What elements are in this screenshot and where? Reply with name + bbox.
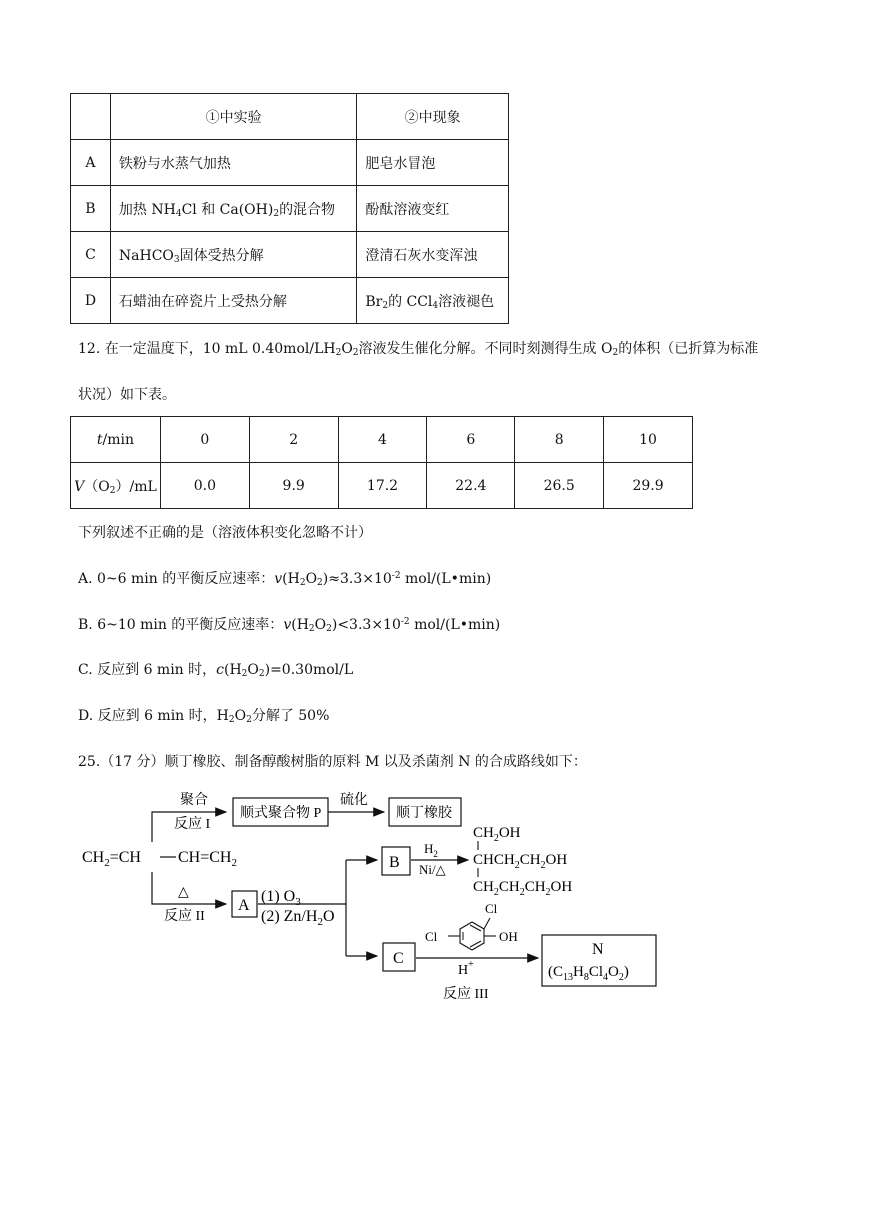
synthesis-route-diagram xyxy=(0,780,869,1020)
text: (H xyxy=(291,617,309,633)
subscript: 2 xyxy=(109,485,116,496)
option-b xyxy=(78,614,500,634)
phenomenon-cell: 澄清石灰水变浑浊 xyxy=(357,232,509,278)
phenomenon-cell: 酚酞溶液变红 xyxy=(357,186,509,232)
label-heat: △ xyxy=(178,885,189,900)
a-label: A xyxy=(238,897,250,914)
q12-prompt: 下列叙述不正确的是（溶液体积变化忽略不计） xyxy=(78,525,372,541)
acid-catalyst: H+ xyxy=(458,959,474,978)
text: O xyxy=(314,617,327,633)
text: 的体积（已折算为标准 xyxy=(618,341,759,357)
subscript: 2 xyxy=(308,624,315,634)
phenomenon-cell xyxy=(357,278,509,324)
subscript: 4 xyxy=(175,208,182,219)
table-row xyxy=(71,186,509,232)
superscript: -2 xyxy=(400,617,410,627)
c-label: C xyxy=(393,950,404,967)
m-bottom-chain: $CH_2CH_2CH_2OH$ xyxy=(473,879,573,898)
time-cell: 2 xyxy=(249,417,338,463)
experiment-cell xyxy=(110,232,356,278)
polymer-p-label: 顺式聚合物 P xyxy=(240,806,322,821)
text: A. 0~6 min 的平衡反应速率： xyxy=(78,571,275,587)
table-row xyxy=(71,232,509,278)
text: 分解了 50% xyxy=(251,708,330,724)
h2-reagent: $H_2$ xyxy=(424,841,438,859)
text: 固体受热分解 xyxy=(179,247,264,264)
text: B. 6~10 min 的平衡反应速率： xyxy=(78,617,284,633)
text: ）/mL xyxy=(115,478,157,495)
bond-to-cl xyxy=(484,918,490,929)
text: )<3.3×10 xyxy=(331,617,401,633)
text: O xyxy=(341,341,353,357)
label-reaction-3: 反应 III xyxy=(443,987,489,1002)
row-label xyxy=(71,417,161,463)
subscript: 2 xyxy=(273,208,280,219)
text: Cl 和 Ca(OH) xyxy=(181,201,274,218)
subscript: 2 xyxy=(335,348,342,358)
time-row xyxy=(71,417,693,463)
table-header-row xyxy=(71,94,509,140)
ni-catalyst: Ni/△ xyxy=(419,862,446,877)
text: mol/(L•min) xyxy=(409,617,501,633)
text: 溶液褪色 xyxy=(438,293,495,310)
subscript: 2 xyxy=(228,715,235,725)
volume-cell: 9.9 xyxy=(249,463,338,509)
subscript: 2 xyxy=(317,578,323,588)
subscript: 4 xyxy=(432,300,439,311)
table-row xyxy=(71,278,509,324)
rubber-label: 顺丁橡胶 xyxy=(396,806,452,821)
time-cell: 10 xyxy=(604,417,693,463)
m-top-group: $CH_2OH$ xyxy=(473,825,521,844)
volume-table xyxy=(70,416,693,509)
row-label: D xyxy=(71,278,111,324)
row-label: C xyxy=(71,232,111,278)
phenomenon-cell: 肥皂水冒泡 xyxy=(357,140,509,186)
text: c xyxy=(216,662,224,678)
subscript: 2 xyxy=(299,578,306,588)
text: )≈3.3×10 xyxy=(322,571,392,587)
text: )=0.30mol/L xyxy=(264,662,354,678)
superscript: -2 xyxy=(391,571,401,581)
text: (H xyxy=(223,662,242,678)
text: /min xyxy=(102,431,135,448)
text: Br xyxy=(365,293,383,310)
n-formula: $(C_{13}H_8Cl_4O_2)$ xyxy=(548,964,629,983)
subscript: 2 xyxy=(241,669,248,679)
label-juhe: 聚合 xyxy=(180,793,208,808)
b-label: B xyxy=(389,854,400,871)
text: O xyxy=(247,662,259,678)
cl-top: Cl xyxy=(485,901,498,916)
text: v xyxy=(274,571,283,587)
subscript: 2 xyxy=(352,348,359,358)
header-cell xyxy=(71,94,111,140)
option-d xyxy=(78,705,329,725)
volume-cell: 17.2 xyxy=(338,463,427,509)
arrow-to-a xyxy=(152,872,226,904)
time-cell: 0 xyxy=(160,417,249,463)
butadiene-formula: $CH_2=CH$ xyxy=(82,849,141,869)
option-a xyxy=(78,568,491,588)
subscript: 2 xyxy=(246,715,252,725)
text: 12. 在一定温度下，10 mL 0.40mol/LH xyxy=(78,341,336,357)
q12-line2: 状况）如下表。 xyxy=(78,387,176,403)
subscript: 3 xyxy=(173,254,180,265)
oh-group: OH xyxy=(499,929,518,944)
option-c xyxy=(78,659,353,679)
ozonolysis-step-1: (1) $O_3$ xyxy=(261,888,301,908)
volume-cell: 29.9 xyxy=(604,463,693,509)
row-label: B xyxy=(71,186,111,232)
subscript: 2 xyxy=(612,348,619,358)
text: (H xyxy=(282,571,300,587)
experiment-table xyxy=(70,93,509,324)
volume-cell: 22.4 xyxy=(427,463,515,509)
subscript: 2 xyxy=(382,300,389,311)
text: O xyxy=(234,708,247,724)
experiment-cell: 铁粉与水蒸气加热 xyxy=(110,140,356,186)
table-row xyxy=(71,140,509,186)
time-cell: 8 xyxy=(515,417,604,463)
label-liuhua: 硫化 xyxy=(340,793,368,808)
experiment-cell: 石蜡油在碎瓷片上受热分解 xyxy=(110,278,356,324)
text: C. 反应到 6 min 时， xyxy=(78,662,217,678)
row-label: A xyxy=(71,140,111,186)
text: （O xyxy=(84,478,110,495)
time-cell: 4 xyxy=(338,417,427,463)
label-reaction-2: 反应 II xyxy=(164,909,205,924)
text: V xyxy=(74,478,85,495)
text: NaHCO xyxy=(118,247,174,264)
subscript: 2 xyxy=(326,624,332,634)
time-cell: 6 xyxy=(427,417,515,463)
header-cell: ②中现象 xyxy=(357,94,509,140)
text: 溶液发生催化分解。不同时刻测得生成 O xyxy=(358,341,613,357)
text: 的混合物 xyxy=(279,201,336,218)
dichlorophenol-structure xyxy=(425,901,518,950)
label-reaction-1: 反应 I xyxy=(174,817,211,832)
butadiene-formula-right: $CH=CH_2$ xyxy=(178,849,237,869)
text: t xyxy=(96,431,103,448)
experiment-cell xyxy=(110,186,356,232)
text: 加热 NH xyxy=(118,201,176,218)
volume-row xyxy=(71,463,693,509)
text: mol/(L•min) xyxy=(400,571,492,587)
volume-cell: 26.5 xyxy=(515,463,604,509)
ozonolysis-step-2: (2) $Zn/H_2O$ xyxy=(261,908,335,928)
cl-left: Cl xyxy=(425,929,438,944)
text: v xyxy=(283,617,292,633)
volume-cell: 0.0 xyxy=(160,463,249,509)
header-cell: ①中实验 xyxy=(110,94,356,140)
text: 的 CCl xyxy=(388,293,433,310)
text: D. 反应到 6 min 时，H xyxy=(78,708,229,724)
m-middle-chain: $CHCH_2CH_2OH$ xyxy=(473,852,568,871)
q12-line1 xyxy=(78,338,758,358)
row-label xyxy=(71,463,161,509)
n-label: N xyxy=(592,941,604,958)
subscript: 2 xyxy=(258,669,265,679)
text: O xyxy=(305,571,318,587)
q25-intro: 25.（17 分）顺丁橡胶、制备醇酸树脂的原料 M 以及杀菌剂 N 的合成路线如下： xyxy=(78,754,587,770)
